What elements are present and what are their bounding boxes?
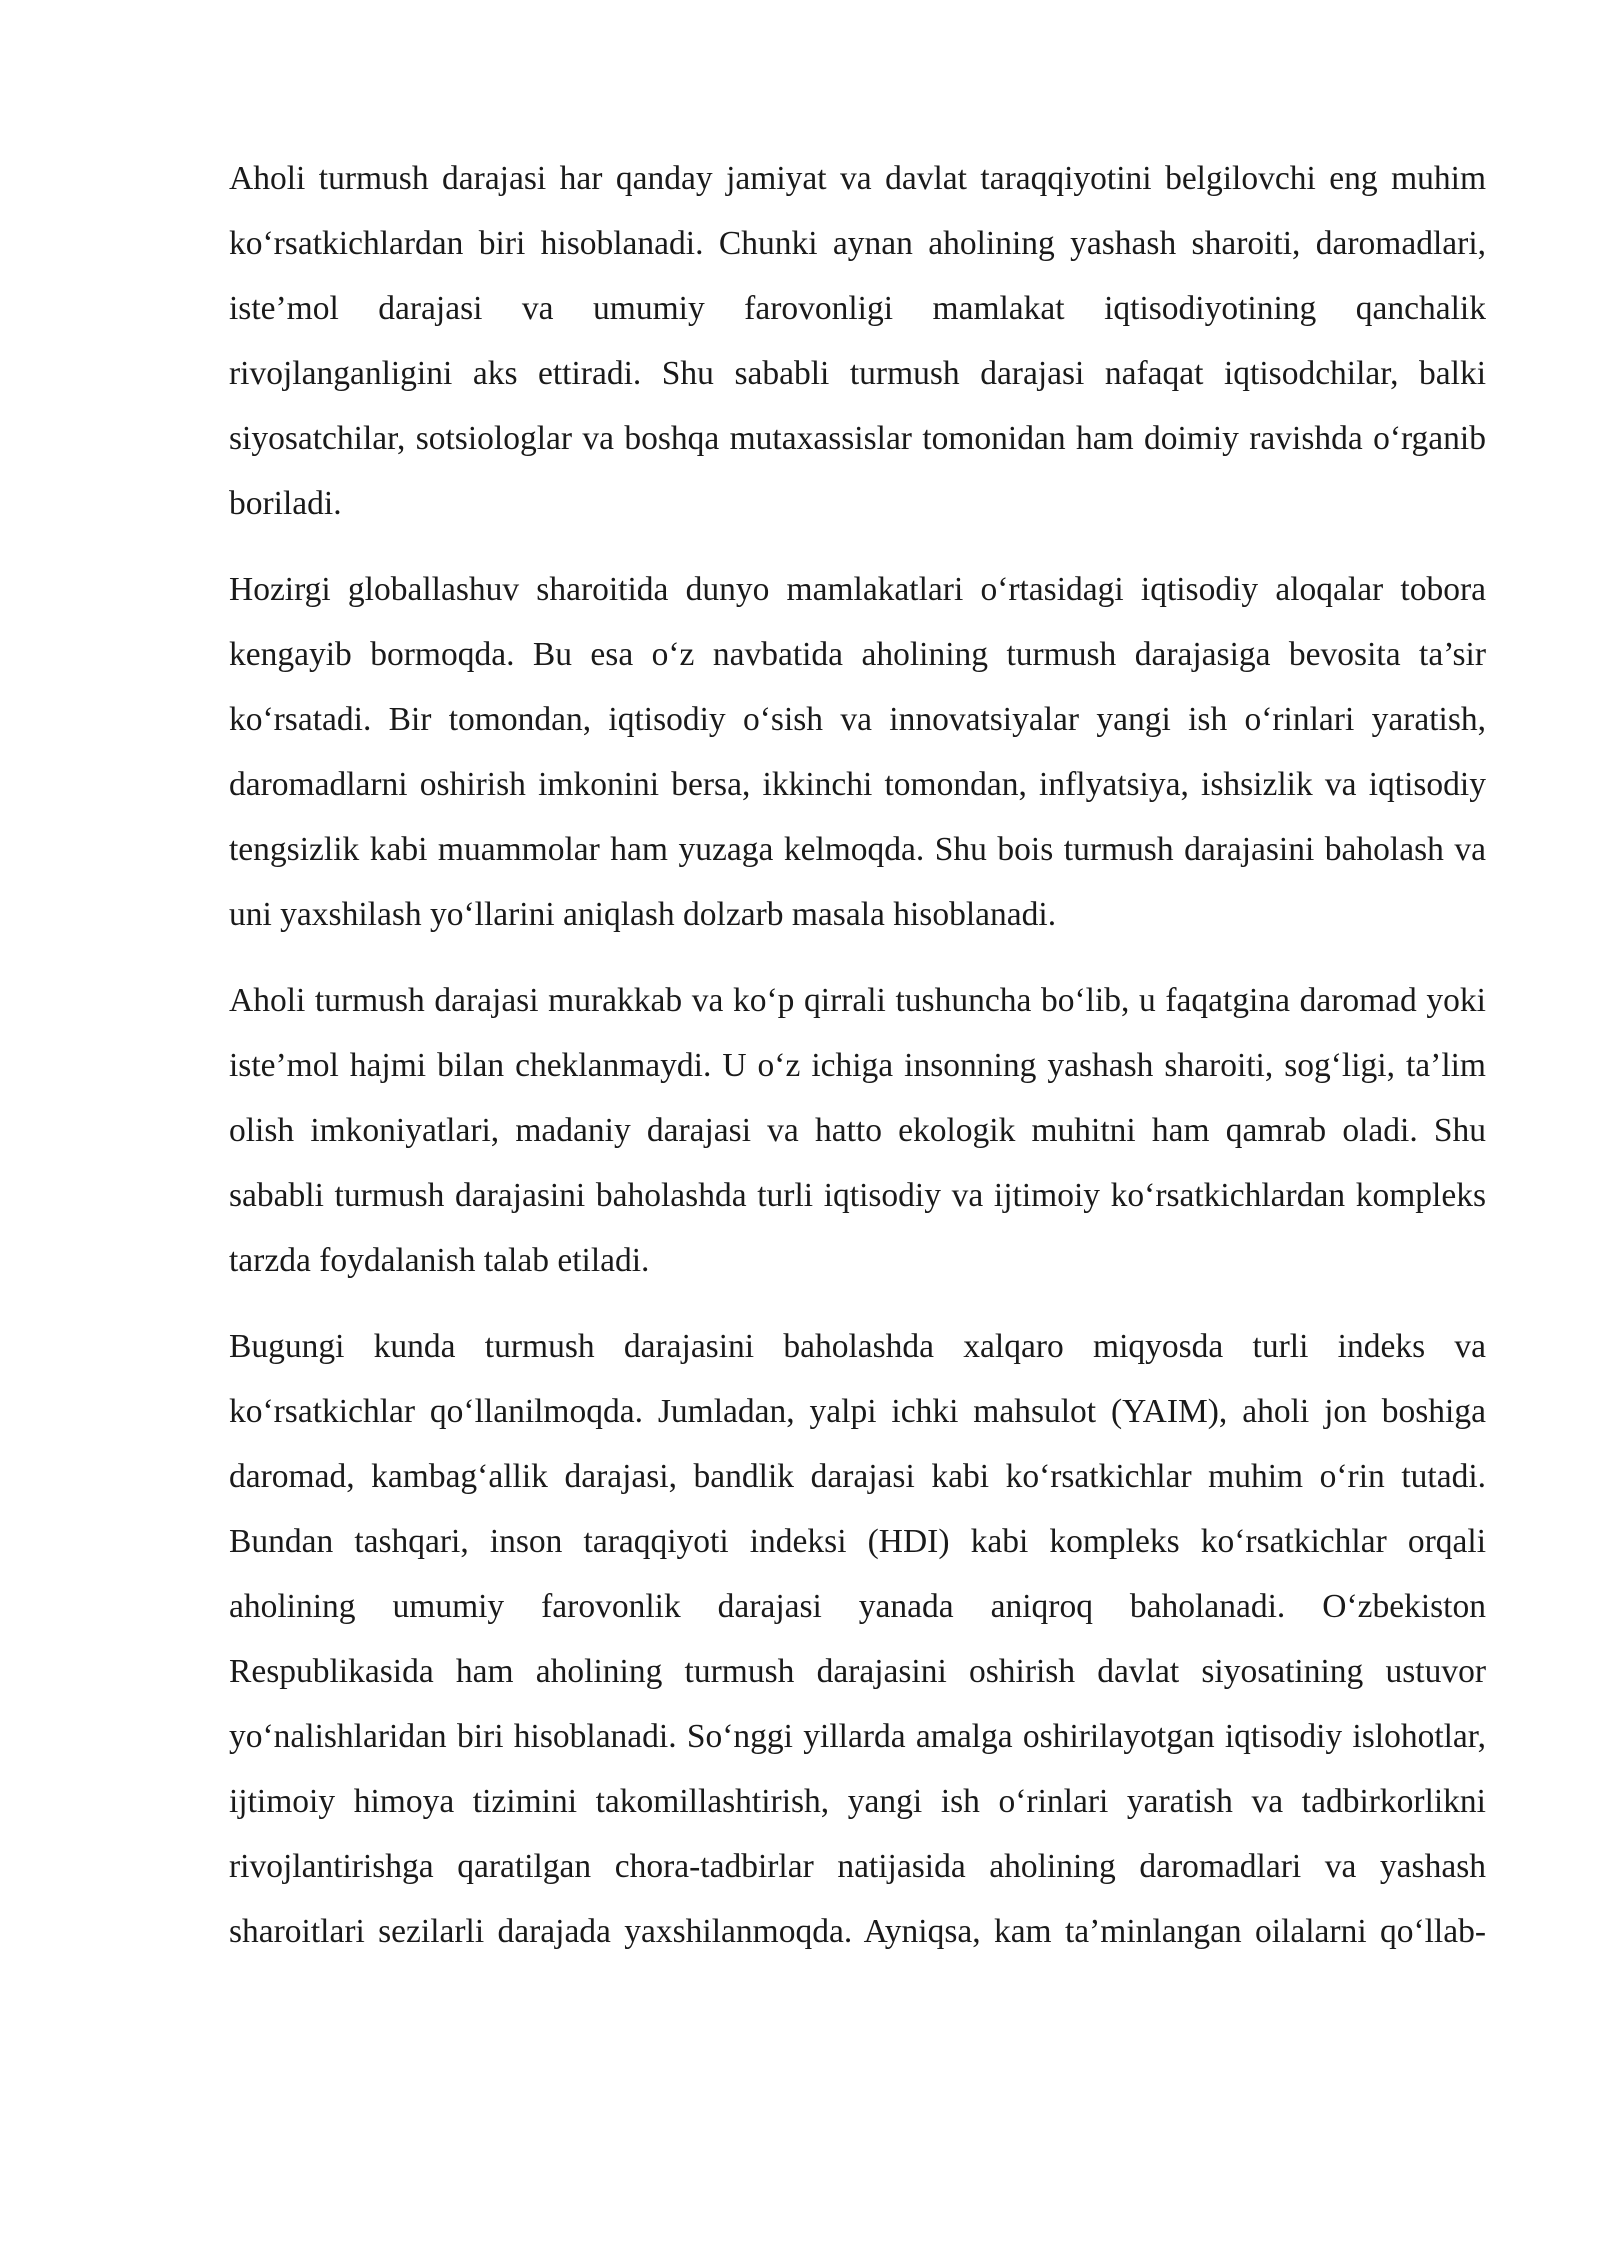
paragraph-4: Bugungi kunda turmush darajasini baholashda xalqaro miqyosda turli indeks va ko‘rsatkichlar qo‘llanilmoqda. Jumladan, yalpi ichki mahsulot (YAIM), aholi jon boshiga daromad, kambag‘allik darajasi, bandlik darajasi kabi ko‘rsatkichlar muhim o‘rin tutadi. Bundan tashqari, inson taraqqiyoti indeksi (HDI) kabi kompleks ko‘rsatkichlar orqali aholining umumiy farovonlik darajasi yanada aniqroq baholanadi. O‘zbekiston Respublikasida ham aholining turmush darajasini oshirish davlat siyosatining ustuvor yo‘nalishlaridan biri hisoblanadi. So‘nggi yillarda amalga oshirilayotgan iqtisodiy islohotlar, ijtimoiy himoya tizimini takomillashtirish, yangi ish o‘rinlari yaratish va tadbirkorlikni rivojlantirishga qaratilgan chora-tadbirlar natijasida aholining daromadlari va yashash sharoitlari sezilarli darajada yaxshilanmoqda. Ayniqsa, kam ta’minlangan oilalarni qo‘llab- <box>229 1328 1486 1950</box>
paragraph-1: Aholi turmush darajasi har qanday jamiyat va davlat taraqqiyotini belgilovchi eng muhim ko‘rsatkichlardan biri hisoblanadi. Chunki aynan aholining yashash sharoiti, daromadlari, iste’mol darajasi va umumiy farovonligi mamlakat iqtisodiyotining qanchalik rivojlanganligini aks ettiradi. Shu sababli turmush darajasi nafaqat iqtisodchilar, balki siyosatchilar, sotsiologlar va boshqa mutaxassislar tomonidan ham doimiy ravishda o‘rganib boriladi. <box>229 160 1486 522</box>
paragraph-2: Hozirgi globallashuv sharoitida dunyo mamlakatlari o‘rtasidagi iqtisodiy aloqalar tobora kengayib bormoqda. Bu esa o‘z navbatida aholining turmush darajasiga bevosita ta’sir ko‘rsatadi. Bir tomondan, iqtisodiy o‘sish va innovatsiyalar yangi ish o‘rinlari yaratish, daromadlarni oshirish imkonini bersa, ikkinchi tomondan, inflyatsiya, ishsizlik va iqtisodiy tengsizlik kabi muammolar ham yuzaga kelmoqda. Shu bois turmush darajasini baholash va uni yaxshilash yo‘llarini aniqlash dolzarb masala hisoblanadi. <box>229 571 1486 933</box>
document-body <box>229 146 1486 1964</box>
paragraph-3: Aholi turmush darajasi murakkab va ko‘p qirrali tushuncha bo‘lib, u faqatgina daromad yoki iste’mol hajmi bilan cheklanmaydi. U o‘z ichiga insonning yashash sharoiti, sog‘ligi, ta’lim olish imkoniyatlari, madaniy darajasi va hatto ekologik muhitni ham qamrab oladi. Shu sababli turmush darajasini baholashda turli iqtisodiy va ijtimoiy ko‘rsatkichlardan kompleks tarzda foydalanish talab etiladi. <box>229 982 1486 1279</box>
